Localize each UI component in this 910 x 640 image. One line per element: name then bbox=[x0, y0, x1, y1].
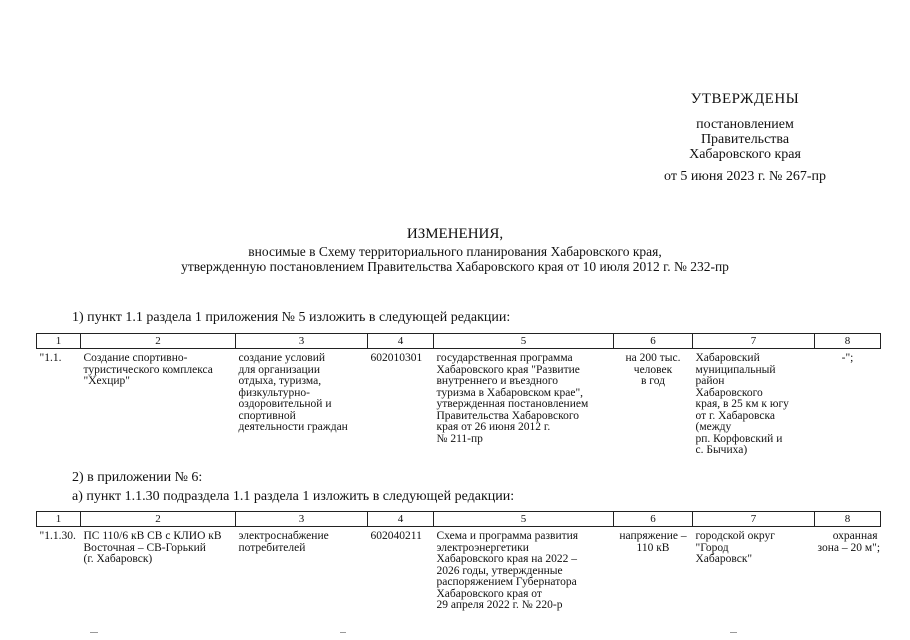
header-cell: 7 bbox=[693, 512, 815, 527]
header-cell: 3 bbox=[236, 334, 368, 349]
cell-number: "1.1.30. bbox=[39, 530, 76, 542]
header-cell: 6 bbox=[614, 334, 693, 349]
cell-line: туристического комплекса bbox=[83, 363, 213, 376]
cell-program bbox=[434, 527, 614, 612]
cell-line: городской округ bbox=[695, 530, 775, 542]
cell-line: распоряжением Губернатора bbox=[436, 576, 577, 588]
header-cell: 8 bbox=[815, 334, 881, 349]
scan-artifact bbox=[90, 632, 98, 633]
cell-line: края, в 25 км к югу bbox=[695, 398, 789, 410]
cell-purpose bbox=[236, 527, 368, 612]
cell-line: охранная bbox=[832, 530, 878, 542]
header-cell: 6 bbox=[614, 512, 693, 527]
header-cell: 4 bbox=[368, 334, 434, 349]
cell-line: Хабаровского bbox=[695, 386, 763, 399]
cell-line: человек bbox=[633, 363, 673, 376]
table-header-row bbox=[37, 334, 881, 349]
cell-line: 29 апреля 2022 г. № 220-р bbox=[436, 599, 563, 611]
cell-line: электроснабжение bbox=[238, 530, 329, 542]
approval-line: Хабаровского края bbox=[689, 147, 801, 162]
cell-line: физкультурно- bbox=[238, 386, 310, 399]
cell-program bbox=[434, 349, 614, 457]
cell-line: "Город bbox=[695, 541, 729, 554]
cell-line: деятельности граждан bbox=[238, 421, 348, 433]
cell-line: "Хехцир" bbox=[83, 375, 130, 387]
section2-table bbox=[36, 511, 881, 612]
cell-capacity bbox=[614, 527, 693, 612]
cell-line: туризма в Хабаровском крае", bbox=[436, 386, 584, 399]
cell-line: зона – 20 м"; bbox=[817, 541, 881, 554]
cell-line: Восточная – СВ-Горький bbox=[83, 541, 206, 554]
document-title: ИЗМЕНЕНИЯ, bbox=[406, 226, 504, 242]
cell-line: электроэнергетики bbox=[436, 541, 529, 554]
header-cell: 3 bbox=[236, 512, 368, 527]
cell-line: ПС 110/6 кВ СВ с КЛИО кВ bbox=[83, 530, 222, 542]
cell-number: "1.1. bbox=[39, 352, 62, 364]
cell-location bbox=[693, 349, 815, 457]
section1-table bbox=[36, 333, 881, 457]
cell-line: от г. Хабаровска bbox=[695, 409, 776, 422]
header-cell: 1 bbox=[37, 512, 81, 527]
subtitle-line: утвержденную постановлением Правительства Хабаровского края от 10 июля 2012 г. № 232-пр bbox=[181, 259, 729, 274]
cell-line: Правительства Хабаровского bbox=[436, 409, 580, 422]
cell-line: Схема и программа развития bbox=[436, 530, 579, 542]
section2-intro: 2) в приложении № 6: bbox=[72, 470, 203, 485]
cell-line: 110 кВ bbox=[636, 541, 670, 554]
scan-artifact bbox=[340, 632, 346, 633]
cell-code: 602040211 bbox=[370, 530, 422, 542]
cell-line: Хабаровского края на 2022 – bbox=[436, 553, 578, 565]
cell-line: для организации bbox=[238, 363, 320, 376]
approval-block bbox=[620, 92, 870, 184]
cell-line: Хабаровского края от bbox=[436, 587, 542, 600]
cell-line: на 200 тыс. bbox=[625, 352, 681, 364]
header-cell: 5 bbox=[434, 334, 614, 349]
approval-date: от 5 июня 2023 г. № 267-пр bbox=[664, 169, 826, 184]
table-row bbox=[37, 349, 881, 457]
cell-note: -"; bbox=[841, 352, 854, 364]
cell-line: район bbox=[695, 375, 725, 387]
cell-line: потребителей bbox=[238, 541, 306, 554]
cell-line: Хабаровский bbox=[695, 352, 760, 364]
document-subtitle bbox=[0, 244, 910, 274]
cell-line: внутреннего и въездного bbox=[436, 375, 558, 387]
cell-code: 602010301 bbox=[370, 352, 423, 364]
cell-name bbox=[81, 527, 236, 612]
subtitle-line: вносимые в Схему территориального планирования Хабаровского края, bbox=[248, 244, 662, 259]
cell-line: отдыха, туризма, bbox=[238, 375, 322, 387]
cell-line: края от 26 июня 2012 г. bbox=[436, 421, 551, 433]
cell-purpose bbox=[236, 349, 368, 457]
header-cell: 5 bbox=[434, 512, 614, 527]
table-row bbox=[37, 527, 881, 612]
section1-intro: 1) пункт 1.1 раздела 1 приложения № 5 изложить в следующей редакции: bbox=[72, 310, 511, 325]
cell-line: Создание спортивно- bbox=[83, 352, 188, 364]
cell-line: рп. Корфовский и bbox=[695, 432, 783, 445]
cell-line: № 211-пр bbox=[436, 432, 483, 445]
cell-line: Хабаровского края "Развитие bbox=[436, 363, 580, 376]
scan-artifact bbox=[730, 632, 737, 633]
cell-line: Хабаровск" bbox=[695, 553, 753, 565]
section2-sub-a: а) пункт 1.1.30 подраздела 1.1 раздела 1 изложить в следующей редакции: bbox=[72, 489, 515, 504]
cell-line: муниципальный bbox=[695, 363, 776, 376]
cell-line: 2026 годы, утвержденные bbox=[436, 564, 563, 577]
cell-line: оздоровительной и bbox=[238, 398, 332, 410]
cell-location bbox=[693, 527, 815, 612]
header-cell: 7 bbox=[693, 334, 815, 349]
header-cell: 8 bbox=[815, 512, 881, 527]
cell-line: утвержденная постановлением bbox=[436, 398, 589, 410]
cell-line: (между bbox=[695, 421, 732, 433]
cell-line: создание условий bbox=[238, 352, 326, 364]
header-cell: 4 bbox=[368, 512, 434, 527]
cell-line: в год bbox=[640, 375, 665, 387]
cell-line: напряжение – bbox=[619, 530, 687, 542]
cell-name bbox=[81, 349, 236, 457]
cell-capacity bbox=[614, 349, 693, 457]
table-header-row bbox=[37, 512, 881, 527]
header-cell: 1 bbox=[37, 334, 81, 349]
cell-line: спортивной bbox=[238, 409, 296, 422]
header-cell: 2 bbox=[81, 512, 236, 527]
cell-line: (г. Хабаровск) bbox=[83, 553, 153, 565]
cell-note bbox=[815, 527, 881, 612]
approval-line: постановлением bbox=[696, 117, 794, 132]
approval-title: УТВЕРЖДЕНЫ bbox=[690, 91, 800, 107]
cell-line: государственная программа bbox=[436, 352, 573, 364]
header-cell: 2 bbox=[81, 334, 236, 349]
approval-line: Правительства bbox=[700, 132, 790, 147]
cell-line: с. Бычиха) bbox=[695, 444, 748, 456]
